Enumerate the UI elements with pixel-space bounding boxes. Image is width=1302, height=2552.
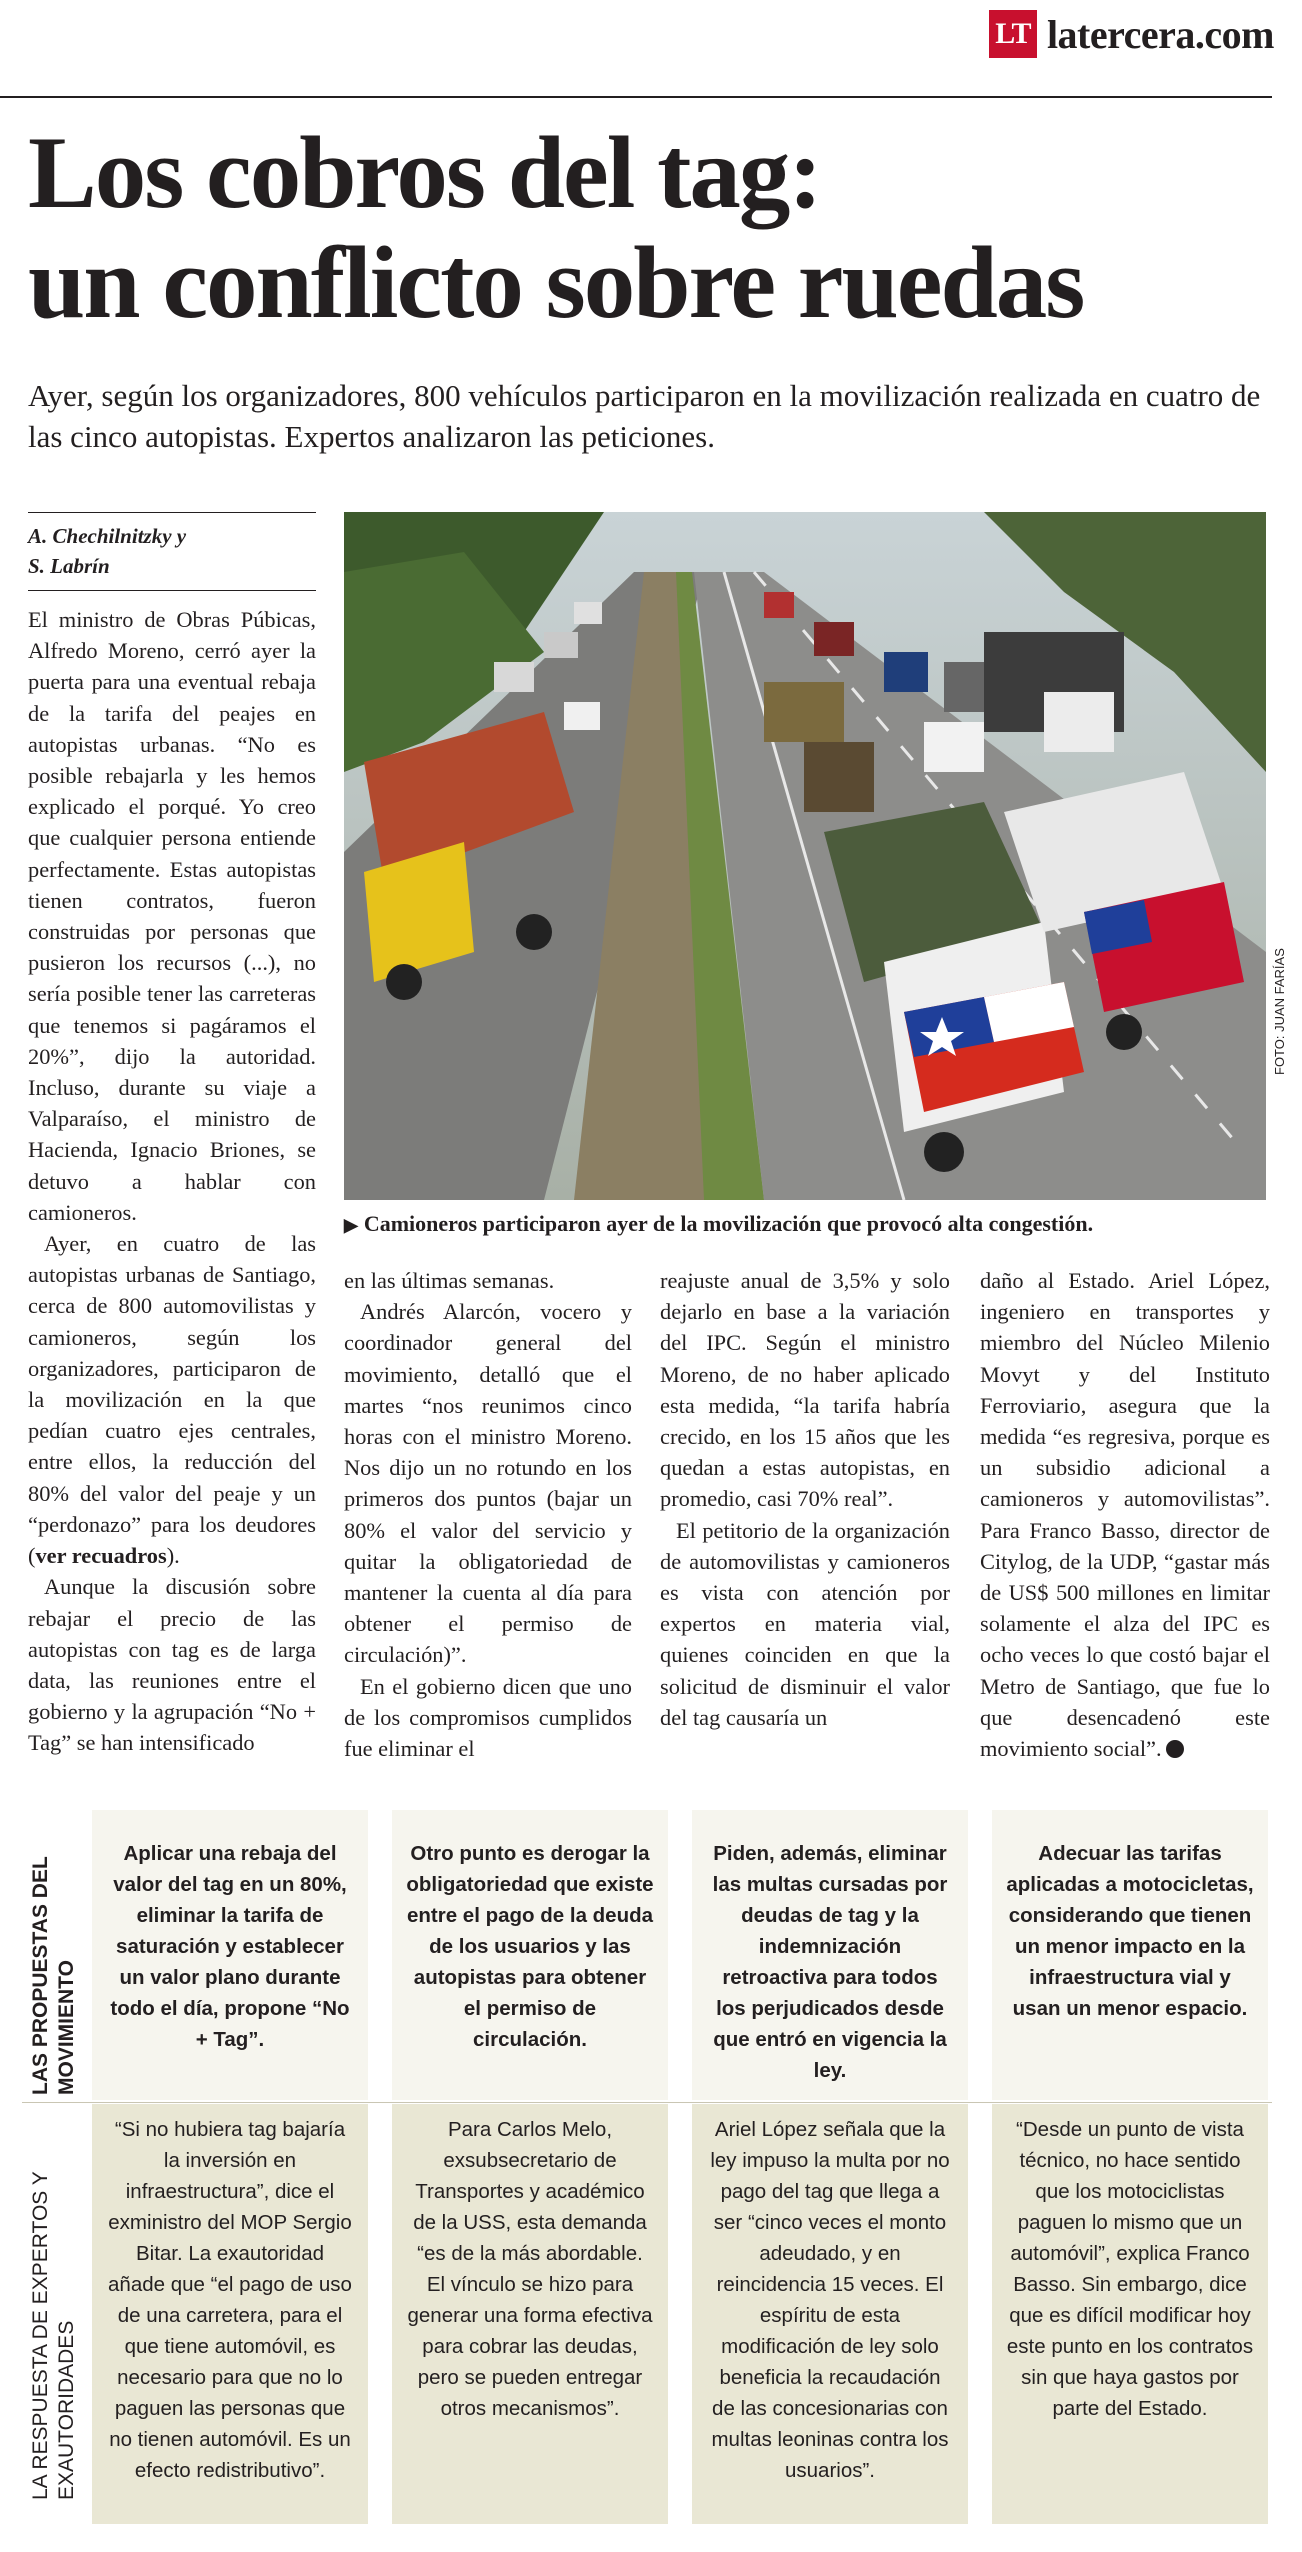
main-photo [344,512,1266,1200]
paragraph [28,1228,316,1571]
masthead-rule [0,96,1272,98]
proposals-label-line-1: LAS PROPUESTAS DEL [29,1856,52,2095]
paragraph: Aunque la discusión sobre rebajar el precio de las autopistas con tag es de larga data, las reuniones entre el gobierno y la agrupación “No + Tag” se han intensificado [28,1574,316,1756]
masthead [0,0,1302,98]
paragraph: En el gobierno dicen que uno de los compromisos cumplidos fue eliminar el [344,1673,632,1762]
response-box: Para Carlos Melo, exsubsecretario de Transportes y académico de la USS, esta demanda “es de la más abordable. El vínculo se hizo para generar una forma efectiva para cobrar las deudas, pero se pueden entregar otros mecanismos”. [392,2104,668,2524]
body-column-2 [344,1265,632,1764]
deck: Ayer, según los organizadores, 800 vehículos participaron en la movilización realizada en cuatro de las cinco autopistas. Expertos analizaron las peticiones. [28,378,1261,454]
logo-mark: LT [989,10,1037,58]
see-boxes-link[interactable]: ver recuadros [35,1543,167,1569]
paragraph: El ministro de Obras Púbicas, Alfredo Moreno, cerró ayer la puerta para una eventual rebaja de la tarifa del peajes en autopistas urbanas. “No es posible rebajarla y les hemos explicado el porqué. Yo creo que cualquier persona entiende perfectamente. Estas autopistas tienen contratos, fueron construidas por personas que pusieron los recursos (...), no sería posible tener las carreteras que tenemos si pagáramos el 20%”, dijo la autoridad. Incluso, durante su viaje a Valparaíso, el ministro de Hacienda, Ignacio Briones, se detuvo a hablar con camioneros. [28,607,316,1225]
byline-rule [28,590,316,591]
headline-line-2: un conflicto sobre ruedas [28,226,1084,340]
photo-credit: FOTO: JUAN FARÍAS [1272,948,1287,1075]
paragraph: en las últimas semanas. [344,1268,555,1293]
paragraph: reajuste anual de 3,5% y solo dejarlo en base a la variación del IPC. Según el ministro Moreno, de no haber aplicado esta medida, “la tarifa habría crecido, en los 15 años que les quedan a estas autopistas, en promedio, casi 70% real”. [660,1268,950,1512]
photo-caption [344,1210,1266,1239]
caption-arrow-icon: ▶ [344,1215,358,1235]
highway-trucks-photo [344,512,1266,1200]
paragraph: Andrés Alarcón, vocero y coordinador general del movimiento, detalló que el martes “nos reunimos cinco horas con el ministro Moreno. Nos dijo un no rotundo en los primeros dos puntos (bajar un 80% el valor del servicio y quitar la obligatoriedad de mantener la cuenta al día para obtener el permiso de circulación)”. [344,1299,632,1668]
body-column-3 [660,1265,950,1733]
response-box: “Si no hubiera tag bajaría la inversión en infraestructura”, dice el exministro del MOP Sergio Bitar. La exautoridad añade que “el pago de uso de una carretera, para el que tiene automóvil, es necesario para que no lo paguen las personas que no tienen automóvil. Es un efecto redistributivo”. [92,2104,368,2524]
caption-text: Camioneros participaron ayer de la movilización que provocó alta congestión. [363,1211,1094,1236]
headline-line-1: Los cobros del tag: [28,116,821,230]
headline [28,118,1268,338]
proposals-label-line-2: MOVIMIENTO [55,1960,78,2095]
proposal-box: Adecuar las tarifas aplicadas a motocicletas, considerando que tienen un menor impacto en la infraestructura vial y usan un menor espacio. [992,1810,1268,2100]
end-of-article-icon [1166,1740,1184,1758]
site-logo[interactable] [989,10,1274,58]
body-column-1 [28,604,316,1759]
section-divider [22,2102,1272,2103]
paragraph [980,1265,1270,1764]
paragraph: El petitorio de la organización de automovilistas y camioneros es vista con atención por expertos en materia vial, quienes coinciden en que la solicitud de disminuir el valor del tag causaría un [660,1517,950,1730]
response-box: “Desde un punto de vista técnico, no hace sentido que los motociclistas paguen lo mismo que un automóvil”, explica Franco Basso. Sin embargo, dice que es difícil modificar hoy este punto en los contratos sin que haya gastos por parte del Estado. [992,2104,1268,2524]
byline [28,512,316,581]
proposal-box: Otro punto es derogar la obligatoriedad que existe entre el pago de la deuda de los usuarios y las autopistas para obtener el permiso de circulación. [392,1810,668,2100]
paragraph-text: daño al Estado. Ariel López, ingeniero en transportes y miembro del Núcleo Milenio Movyt y del Instituto Ferroviario, asegura que la medida “es regresiva, porque es un subsidio adicional a camioneros y automovilistas”. Para Franco Basso, director de Citylog, de la UDP, “gastar más de US$ 500 millones en limitar solamente el alza del IPC es ocho veces lo que costó bajar el Metro de Santiago, que fue lo que desencadenó este movimiento social”. [980,1268,1270,1762]
responses-label-line-1: LA RESPUESTA DE EXPERTOS Y [29,2171,52,2500]
byline-line-1: A. Chechilnitzky y [28,524,187,548]
logo-site-name: latercera.com [1046,11,1274,57]
responses-label-line-2: EXAUTORIDADES [55,2320,78,2500]
paragraph-text: Ayer, en cuatro de las autopistas urbanas de Santiago, cerca de 800 automovilistas y camioneros, según los organizadores, participaron de la movilización en la que pedían cuatro ejes centrales, entre ellos, la reducción del 80% del valor del peaje y un “perdonazo” para los deudores ( [28,1231,316,1569]
response-box: Ariel López señala que la ley impuso la multa por no pago del tag que llega a ser “cinco veces el monto adeudado, y en reincidencia 15 veces. El espíritu de esta modificación de ley solo beneficia la recaudación de las concesionarias con multas leoninas contra los usuarios”. [692,2104,968,2524]
body-column-4 [980,1265,1270,1764]
paragraph-text: ). [166,1543,180,1569]
byline-line-2: S. Labrín [28,554,110,578]
proposals-section-label [28,1856,80,2095]
proposal-box: Piden, además, eliminar las multas cursadas por deudas de tag y la indemnización retroactiva para todos los perjudicados desde que entró en vigencia la ley. [692,1810,968,2100]
responses-section-label [28,2171,80,2500]
proposal-box: Aplicar una rebaja del valor del tag en un 80%, eliminar la tarifa de saturación y establecer un valor plano durante todo el día, propone “No + Tag”. [92,1810,368,2100]
